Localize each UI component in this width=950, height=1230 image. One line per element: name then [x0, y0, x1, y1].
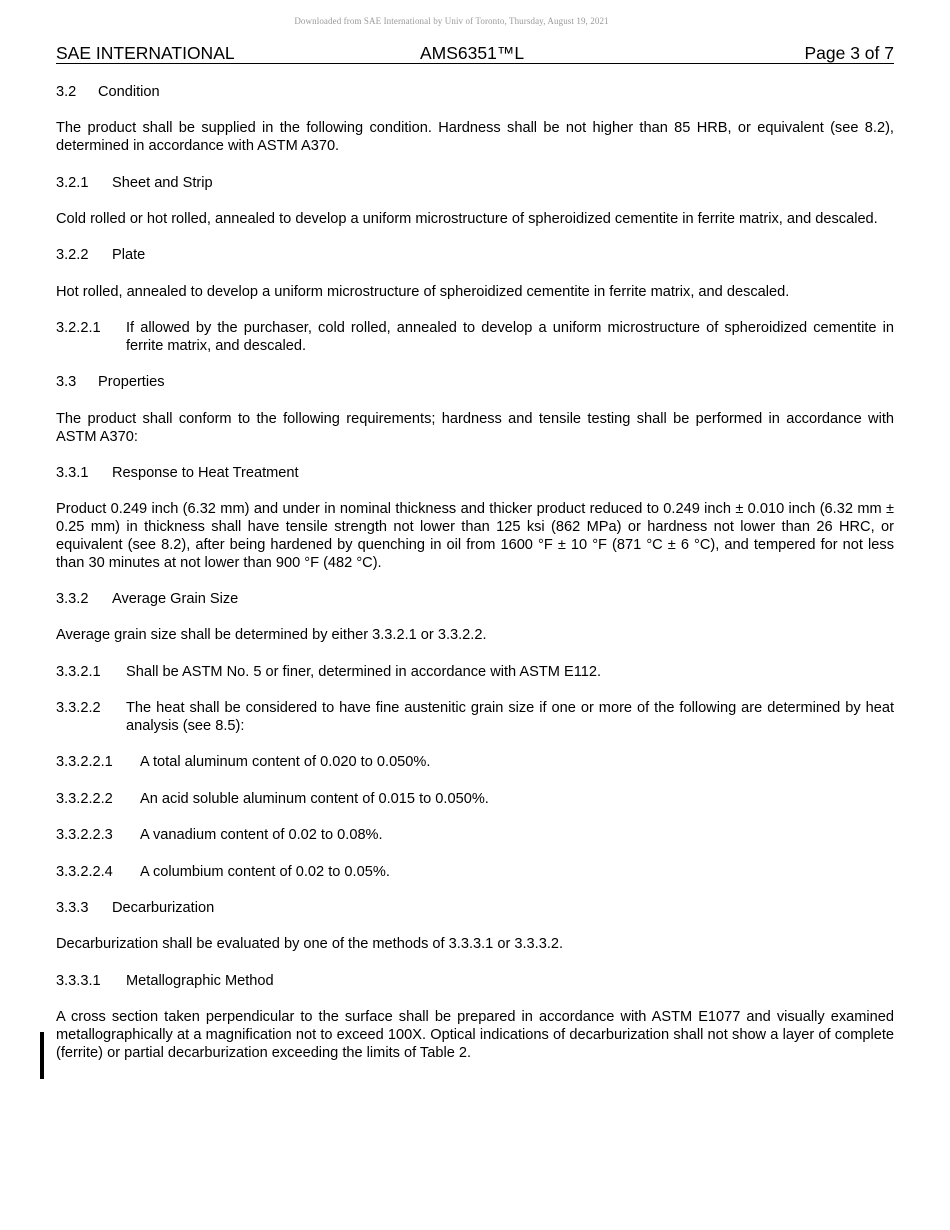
section-text: The heat shall be considered to have fine austenitic grain size if one or more of the following are determined by heat analysis (see 8.5): — [126, 700, 894, 735]
header-organization: SAE INTERNATIONAL — [56, 43, 235, 63]
section-title: Metallographic Method — [126, 972, 274, 989]
section-item-3-3-2-2-2 — [56, 791, 894, 809]
section-text: An acid soluble aluminum content of 0.015 to 0.050%. — [140, 790, 489, 807]
section-title: Response to Heat Treatment — [112, 464, 299, 481]
section-heading-3-3-2 — [56, 591, 894, 609]
section-heading-3-2-2 — [56, 247, 894, 265]
section-number: 3.3.2.2.4 — [56, 863, 113, 880]
header-page-number: Page 3 of 7 — [804, 43, 894, 63]
section-text: Shall be ASTM No. 5 or finer, determined in accordance with ASTM E112. — [126, 663, 602, 680]
section-number: 3.3.1 — [56, 464, 89, 481]
section-number: 3.3.2 — [56, 591, 89, 608]
section-number: 3.2.1 — [56, 174, 89, 191]
section-text: A total aluminum content of 0.020 to 0.050%. — [140, 754, 431, 771]
section-heading-3-3-1 — [56, 465, 894, 483]
section-title: Properties — [98, 374, 165, 391]
section-title: Average Grain Size — [112, 591, 239, 608]
section-text: A columbium content of 0.02 to 0.05%. — [140, 863, 390, 880]
section-number: 3.2.2.1 — [56, 320, 101, 337]
section-heading-3-3-3-1 — [56, 973, 894, 991]
section-paragraph-3-3-2: Average grain size shall be determined by either 3.3.2.1 or 3.3.2.2. — [56, 627, 487, 644]
section-number: 3.3.3.1 — [56, 972, 101, 989]
section-heading-3-3-3 — [56, 900, 894, 918]
section-paragraph-3-2-2: Hot rolled, annealed to develop a uniform microstructure of spheroidized cementite in ferrite matrix, and descaled. — [56, 283, 790, 300]
section-paragraph-3-3-3: Decarburization shall be evaluated by one of the methods of 3.3.3.1 or 3.3.3.2. — [56, 936, 564, 953]
section-heading-3-3 — [56, 374, 894, 392]
section-item-3-3-2-2-4 — [56, 864, 894, 882]
section-paragraph-3-3: The product shall conform to the following requirements; hardness and tensile testing shall be performed in accordance with ASTM A370: — [56, 410, 894, 445]
section-item-3-2-2-1 — [56, 320, 894, 356]
header-document-number: AMS6351™L — [420, 43, 525, 63]
section-text: A vanadium content of 0.02 to 0.08%. — [140, 827, 383, 844]
section-item-3-3-2-2 — [56, 700, 894, 736]
download-watermark: Downloaded from SAE International by Univ of Toronto, Thursday, August 19, 2021 — [294, 16, 609, 26]
section-heading-3-2 — [56, 84, 894, 102]
section-paragraph-3-2: The product shall be supplied in the following condition. Hardness shall be not higher than 85 HRB, or equivalent (see 8.2), determined in accordance with ASTM A370. — [56, 120, 894, 155]
section-number: 3.3.2.1 — [56, 663, 101, 680]
section-title: Sheet and Strip — [112, 174, 213, 191]
section-number: 3.3.2.2.2 — [56, 790, 113, 807]
section-number: 3.3.2.2 — [56, 700, 101, 717]
section-title: Decarburization — [112, 900, 215, 916]
section-number: 3.2.2 — [56, 247, 89, 264]
section-number: 3.3 — [56, 374, 77, 391]
section-number: 3.2 — [56, 84, 77, 100]
section-title: Condition — [98, 84, 160, 100]
section-item-3-3-2-2-3 — [56, 827, 894, 845]
section-paragraph-3-3-3-1: A cross section taken perpendicular to the surface shall be prepared in accordance with ASTM E1077 and visually examined metallographically at a magnification not to exceed 100X. Optical indications of decarburization shall not show a layer of complete (ferrite) or partial decarburization exceeding the limits of Table 2. — [56, 1009, 894, 1061]
revision-change-bar — [40, 1032, 44, 1079]
section-number: 3.3.2.2.3 — [56, 827, 113, 844]
section-number: 3.3.3 — [56, 900, 89, 916]
page-header — [56, 43, 894, 64]
section-paragraph-3-3-1: Product 0.249 inch (6.32 mm) and under in nominal thickness and thicker product reduced to 0.249 inch ± 0.010 inch (6.32 mm ± 0.25 mm) in thickness shall have tensile strength not lower than 125 ksi (862 MPa) or hardness not lower than 26 HRC, or equivalent (see 8.2), after being hardened by quenching in oil from 1600 °F ± 10 °F (871 °C ± 6 °C), and tempered for not less than 30 minutes at not lower than 900 °F (482 °C). — [56, 501, 894, 571]
section-paragraph-3-2-1: Cold rolled or hot rolled, annealed to develop a uniform microstructure of spheroidized cementite in ferrite matrix, and descaled. — [56, 210, 878, 227]
section-item-3-3-2-1 — [56, 664, 894, 682]
section-text: If allowed by the purchaser, cold rolled, annealed to develop a uniform microstructure of spheroidized cementite in ferrite matrix, and descaled. — [126, 320, 894, 354]
section-title: Plate — [112, 247, 146, 264]
section-heading-3-2-1 — [56, 175, 894, 193]
section-number: 3.3.2.2.1 — [56, 754, 113, 771]
section-item-3-3-2-2-1 — [56, 754, 894, 772]
document-body — [56, 84, 894, 1081]
